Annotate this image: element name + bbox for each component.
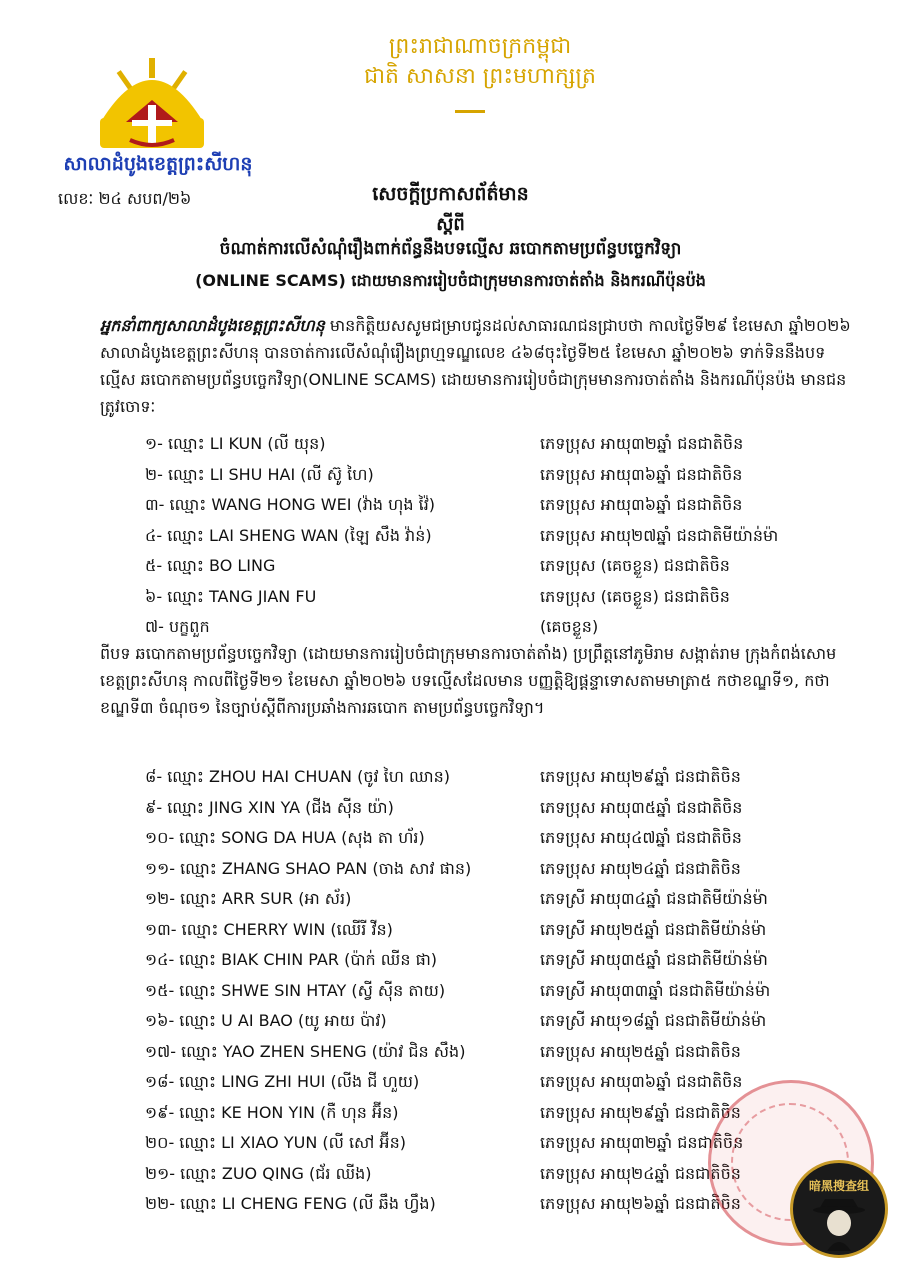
defendant-name: ៨- ឈ្មោះ ZHOU HAI CHUAN (ចូវ ហៃ ឈាន) bbox=[145, 767, 451, 786]
court-emblem-icon bbox=[92, 50, 212, 158]
defendant-name: ២២- ឈ្មោះ LI CHENG FENG (លី ឆឹង ហ្វឹង) bbox=[145, 1194, 436, 1213]
defendant-name: ២១- ឈ្មោះ ZUO QING (ជ័រ ឈីង) bbox=[145, 1163, 372, 1183]
defendant-name: ៧- បក្ខពួក bbox=[145, 617, 210, 636]
defendant-details: ភេទស្រី អាយុ៣៣ឆ្នាំ ជនជាតិមីយ៉ាន់ម៉ា bbox=[540, 980, 771, 1000]
detective-icon bbox=[793, 1163, 885, 1255]
spokesperson-label: អ្នកនាំពាក្យសាលាដំបូងខេត្តព្រះសីហនុ bbox=[100, 316, 325, 335]
defendant-row bbox=[145, 491, 865, 519]
defendant-details: ភេទប្រុស អាយុ២៤ឆ្នាំ ជនជាតិចិន bbox=[540, 858, 741, 878]
defendant-name: ៦- ឈ្មោះ TANG JIAN FU bbox=[145, 586, 317, 606]
defendant-name: ១១- ឈ្មោះ ZHANG SHAO PAN (ចាង សាវ ផាន) bbox=[145, 858, 472, 878]
defendant-name: ១៥- ឈ្មោះ SHWE SIN HTAY (ស្វី ស៊ីន តាយ) bbox=[145, 980, 446, 1000]
defendant-details: ភេទប្រុស អាយុ៣៦ឆ្នាំ ជនជាតិចិន bbox=[540, 495, 743, 514]
defendant-name: ១៩- ឈ្មោះ KE HON YIN (កឺ ហុន អ៊ីន) bbox=[145, 1102, 399, 1122]
defendant-details: (គេចខ្លួន) bbox=[540, 617, 599, 636]
reference-number: លេខៈ ២៤ សបព/២៦ bbox=[58, 189, 192, 208]
defendant-name: ១៨- ឈ្មោះ LING ZHI HUI (លីង ជី ហួយ) bbox=[145, 1072, 420, 1091]
defendant-name: ៣- ឈ្មោះ WANG HONG WEI (វ៉ាង ហុង វ៉ៃ) bbox=[145, 495, 436, 514]
ornament-divider bbox=[455, 110, 485, 113]
defendant-details: ភេទប្រុស អាយុ២៦ឆ្នាំ ជនជាតិចិន bbox=[540, 1194, 741, 1213]
office-name: សាលាដំបូងខេត្តព្រះសីហនុ bbox=[63, 153, 253, 175]
doc-subtitle: ស្តីពី bbox=[436, 214, 465, 235]
defendant-row bbox=[145, 824, 865, 852]
defendant-details: ភេទប្រុស អាយុ៣២ឆ្នាំ ជនជាតិចិន bbox=[540, 434, 744, 453]
defendant-row bbox=[145, 946, 865, 974]
defendant-details: ភេទស្រី អាយុ១៨ឆ្នាំ ជនជាតិមីយ៉ាន់ម៉ា bbox=[540, 1011, 767, 1030]
defendant-row bbox=[145, 977, 865, 1005]
kingdom-line-2: ជាតិ សាសនា ព្រះមហាក្សត្រ bbox=[364, 64, 596, 89]
defendant-row bbox=[145, 885, 865, 913]
defendant-row bbox=[145, 522, 865, 550]
defendant-row bbox=[145, 1038, 865, 1066]
defendant-name: ១៧- ឈ្មោះ YAO ZHEN SHENG (យ៉ាវ ជិន សឹង) bbox=[145, 1041, 466, 1061]
defendant-row bbox=[145, 430, 865, 458]
defendant-details: ភេទប្រុស អាយុ២៧ឆ្នាំ ជនជាតិមីយ៉ាន់ម៉ា bbox=[540, 525, 779, 545]
doc-title: សេចក្តីប្រកាសព័ត៌មាន bbox=[372, 183, 529, 205]
defendant-row bbox=[145, 763, 865, 791]
defendant-row bbox=[145, 613, 865, 641]
defendant-name: ២- ឈ្មោះ LI SHU HAI (លី ស៊ូ ហៃ) bbox=[145, 464, 374, 484]
kingdom-line-1: ព្រះរាជាណាចក្រកម្ពុជា bbox=[388, 34, 572, 59]
defendant-details: ភេទស្រី អាយុ២៥ឆ្នាំ ជនជាតិមីយ៉ាន់ម៉ា bbox=[540, 919, 767, 939]
doc-topic-line-2: (ONLINE SCAMS) ដោយមានការរៀបចំជាក្រុមមានការចាត់តាំង និងករណីប៉ុនប៉ង bbox=[195, 271, 706, 290]
defendant-details: ភេទប្រុស អាយុ៤៧ឆ្នាំ ជនជាតិចិន bbox=[540, 828, 742, 847]
intro-body: មានកិត្តិយសសូមជម្រាបជូនដល់សាធារណជនជ្រាបថា កាលថ្ងៃទី២៩ ខែមេសា ឆ្នាំ២០២៦ សាលាដំបូងខេត្តព្រះសីហនុ បានចាត់ការលើសំណុំរឿងព្រហ្មទណ្ឌលេខ ៤៦៨ចុះថ្ងៃទី២៥ ខែមេសា ឆ្នាំ២០២៦ ទាក់ទិននឹងបទល្មើស ឆបោកតាមប្រព័ន្ធបច្ចេកវិទ្យា(ONLINE SCAMS) ដោយមានការរៀបចំជាក្រុមមានការចាត់តាំង និងករណីប៉ុនប៉ង មានជនត្រូវចោទៈ bbox=[100, 316, 851, 416]
defendant-row bbox=[145, 583, 865, 611]
defendant-details: ភេទស្រី អាយុ៣៥ឆ្នាំ ជនជាតិមីយ៉ាន់ម៉ា bbox=[540, 950, 768, 969]
intro-paragraph bbox=[100, 312, 860, 420]
doc-topic-line-1: ចំណាត់ការលើសំណុំរឿងពាក់ព័ន្ធនឹងបទល្មើស ឆបោកតាមប្រព័ន្ធបច្ចេកវិទ្យា bbox=[219, 239, 682, 259]
defendant-name: ១៣- ឈ្មោះ CHERRY WIN (ឈើរី វីន) bbox=[145, 919, 393, 939]
kingdom-motto bbox=[290, 32, 670, 92]
defendant-row bbox=[145, 1007, 865, 1035]
defendant-name: ១៤- ឈ្មោះ BIAK CHIN PAR (ប៉ាក់ ឈីន ផា) bbox=[145, 950, 438, 969]
defendant-details: ភេទប្រុស អាយុ២៩ឆ្នាំ ជនជាតិចិន bbox=[540, 767, 741, 786]
defendant-name: ៩- ឈ្មោះ JING XIN YA (ជីង ស៊ីន យ៉ា) bbox=[145, 797, 394, 817]
defendant-details: ភេទប្រុស អាយុ៣៥ឆ្នាំ ជនជាតិចិន bbox=[540, 797, 743, 817]
defendant-details: ភេទប្រុស អាយុ២៩ឆ្នាំ ជនជាតិចិន bbox=[540, 1102, 741, 1122]
defendant-name: ៥- ឈ្មោះ BO LING bbox=[145, 556, 276, 575]
watermark-text: 暗黑搜查组 bbox=[808, 1179, 869, 1193]
defendant-row bbox=[145, 916, 865, 944]
defendant-name: ១៦- ឈ្មោះ U AI BAO (យូ អាយ ប៉ាវ) bbox=[145, 1011, 387, 1030]
charge-paragraph: ពីបទ ឆបោកតាមប្រព័ន្ធបច្ចេកវិទ្យា (ដោយមានការរៀបចំជាក្រុមមានការចាត់តាំង) ប្រព្រឹត្តនៅភូមិរាម សង្កាត់រាម ក្រុងកំពង់សោម ខេត្តព្រះសីហនុ កាលពីថ្ងៃទី២១ ខែមេសា ឆ្នាំ២០២៦ បទល្មើសដែលមាន បញ្ញត្តិឱ្យផ្តន្ទាទោសតាមមាត្រា៥ កថាខណ្ឌទី១, កថាខណ្ឌទី៣ ចំណុច១ នៃច្បាប់ស្តីពីការប្រឆាំងការឆបោក តាមប្រព័ន្ធបច្ចេកវិទ្យា។ bbox=[100, 644, 837, 717]
defendant-details: ភេទប្រុស អាយុ៣៦ឆ្នាំ ជនជាតិចិន bbox=[540, 1072, 743, 1091]
defendant-details: ភេទប្រុស អាយុ៣២ឆ្នាំ ជនជាតិចិន bbox=[540, 1133, 744, 1152]
defendant-name: ៤- ឈ្មោះ LAI SHENG WAN (ឡៃ សឹង វ៉ាន់) bbox=[145, 525, 432, 545]
defendant-name: ១- ឈ្មោះ LI KUN (លី យុន) bbox=[145, 434, 326, 453]
defendant-details: ភេទប្រុស អាយុ៣៦ឆ្នាំ ជនជាតិចិន bbox=[540, 464, 743, 484]
defendant-row bbox=[145, 552, 865, 580]
watermark-badge bbox=[790, 1160, 888, 1258]
defendant-details: ភេទប្រុស (គេចខ្លួន) ជនជាតិចិន bbox=[540, 586, 730, 606]
defendant-details: ភេទប្រុស (គេចខ្លួន) ជនជាតិចិន bbox=[540, 556, 730, 575]
defendant-name: ១០- ឈ្មោះ SONG DA HUA (សុង តា ហ័រ) bbox=[145, 828, 425, 847]
defendant-details: ភេទប្រុស អាយុ២៥ឆ្នាំ ជនជាតិចិន bbox=[540, 1041, 741, 1061]
defendant-row bbox=[145, 461, 865, 489]
defendant-name: ១២- ឈ្មោះ ARR SUR (អា ស័រ) bbox=[145, 889, 352, 908]
defendant-row bbox=[145, 855, 865, 883]
defendant-details: ភេទស្រី អាយុ៣៤ឆ្នាំ ជនជាតិមីយ៉ាន់ម៉ា bbox=[540, 889, 768, 908]
defendant-details: ភេទប្រុស អាយុ២៤ឆ្នាំ ជនជាតិចិន bbox=[540, 1163, 741, 1183]
defendant-name: ២០- ឈ្មោះ LI XIAO YUN (លី សៅ អ៊ីន) bbox=[145, 1133, 406, 1152]
defendant-row bbox=[145, 794, 865, 822]
